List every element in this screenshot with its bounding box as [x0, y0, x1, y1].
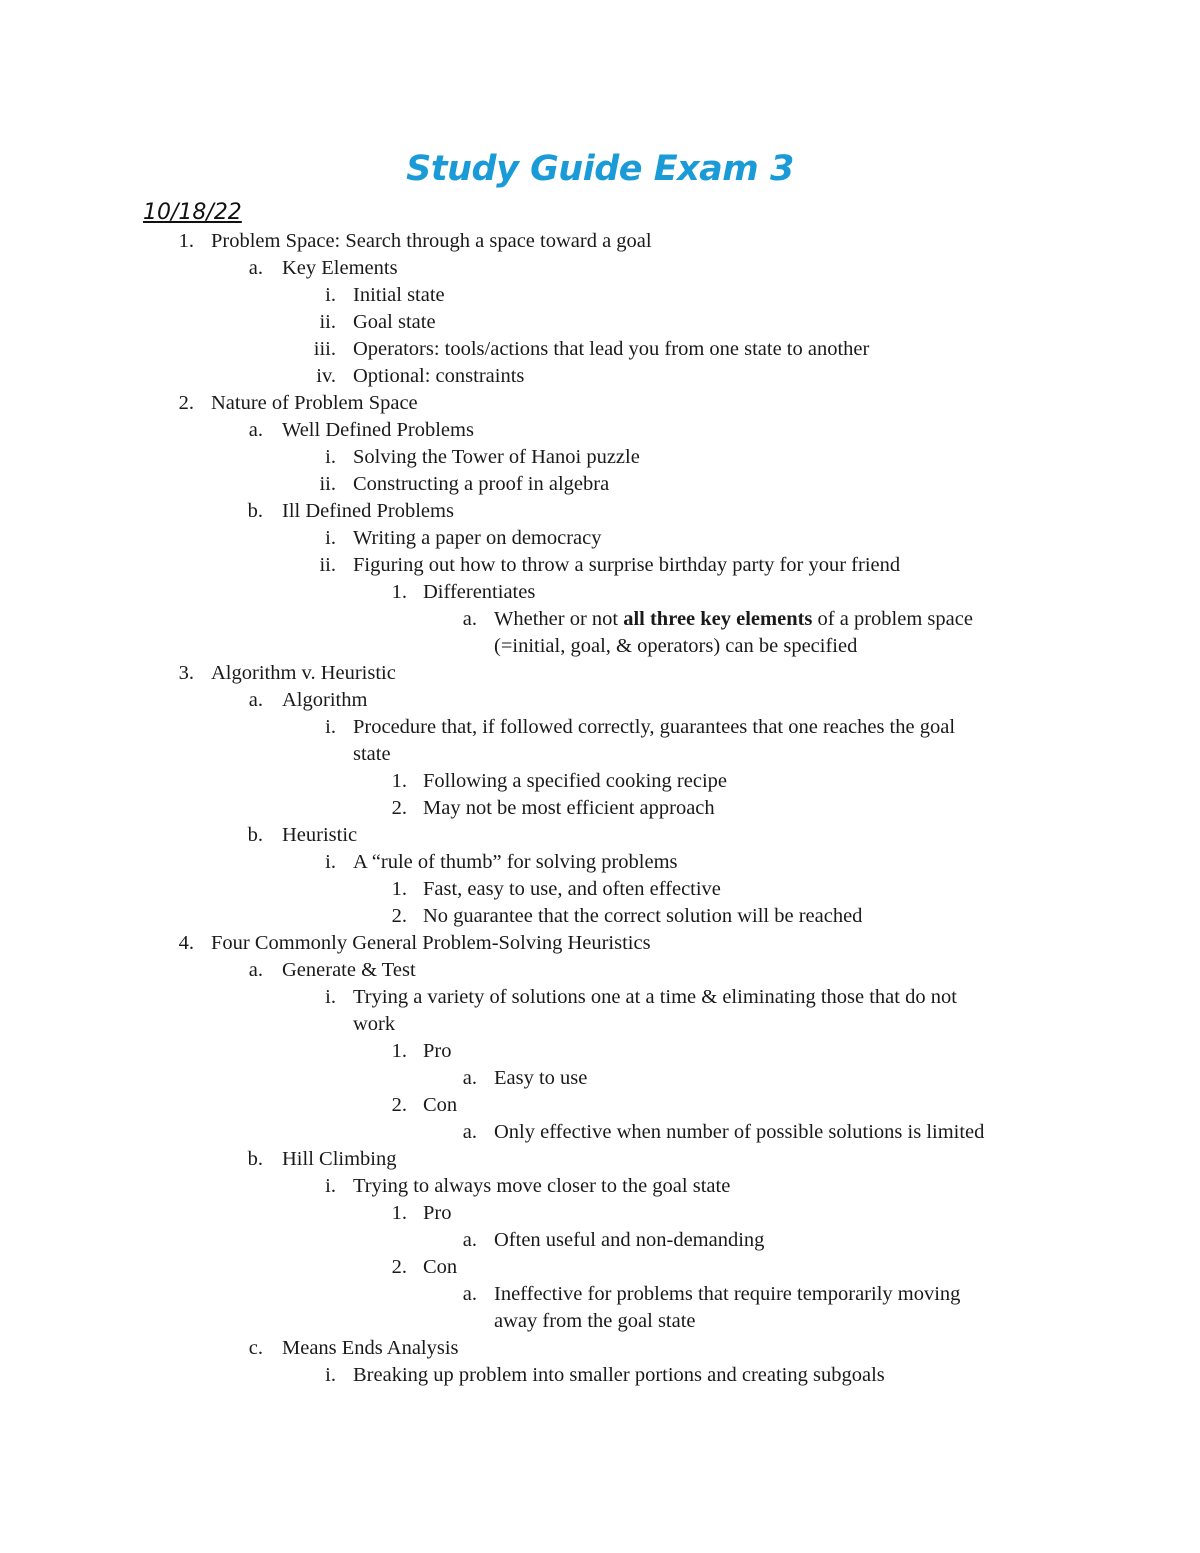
item-text: work [353, 1013, 396, 1035]
item-text: Algorithm v. Heuristic [211, 662, 396, 684]
list-marker: a. [462, 1283, 477, 1305]
item-text: away from the goal state [494, 1310, 696, 1332]
outline-item [0, 1092, 1200, 1119]
list-marker: 1. [391, 1040, 407, 1062]
item-text: Hill Climbing [282, 1148, 397, 1170]
list-marker: i. [325, 986, 336, 1008]
item-text: Breaking up problem into smaller portions and creating subgoals [353, 1364, 885, 1386]
outline-item [0, 1362, 1200, 1389]
item-text: Solving the Tower of Hanoi puzzle [353, 446, 640, 468]
item-text: Initial state [353, 284, 445, 306]
item-text: Generate & Test [282, 959, 416, 981]
item-text: Operators: tools/actions that lead you from one state to another [353, 338, 870, 360]
outline-item [0, 687, 1200, 714]
list-marker: 2. [391, 905, 407, 927]
outline-item [0, 498, 1200, 525]
item-text: Optional: constraints [353, 365, 525, 387]
list-marker: iv. [316, 365, 336, 387]
outline-item [0, 1200, 1200, 1227]
list-marker: ii. [319, 554, 336, 576]
list-marker: 2. [178, 392, 194, 414]
item-text: Problem Space: Search through a space toward a goal [211, 230, 652, 252]
item-text: Trying a variety of solutions one at a time & eliminating those that do not [353, 986, 957, 1008]
outline-item [0, 282, 1200, 309]
item-text: Well Defined Problems [282, 419, 474, 441]
item-text: Con [423, 1256, 458, 1278]
outline-item [0, 1119, 1200, 1146]
list-marker: i. [325, 851, 336, 873]
outline-item [0, 1038, 1200, 1065]
outline-item [0, 1281, 1200, 1308]
list-marker: i. [325, 446, 336, 468]
item-text: Algorithm [282, 689, 368, 711]
item-text: Nature of Problem Space [211, 392, 418, 414]
item-text-post: of a problem space [812, 608, 973, 630]
list-marker: b. [247, 1148, 263, 1170]
list-marker: a. [462, 1121, 477, 1143]
list-marker: b. [247, 500, 263, 522]
item-text: state [353, 743, 391, 765]
outline-item [0, 903, 1200, 930]
item-text: Ineffective for problems that require temporarily moving [494, 1283, 961, 1305]
list-marker: a. [248, 257, 263, 279]
outline-item [0, 822, 1200, 849]
item-text-pre: Whether or not [494, 608, 624, 630]
list-marker: 1. [391, 770, 407, 792]
item-text: Figuring out how to throw a surprise birthday party for your friend [353, 554, 901, 576]
list-marker: a. [462, 1067, 477, 1089]
item-text: May not be most efficient approach [423, 797, 715, 819]
item-text: Ill Defined Problems [282, 500, 454, 522]
outline-item [0, 714, 1200, 741]
outline-item [0, 1011, 1200, 1038]
outline-item [0, 1308, 1200, 1335]
item-text: Fast, easy to use, and often effective [423, 878, 721, 900]
outline-item [0, 390, 1200, 417]
list-marker: i. [325, 1175, 336, 1197]
outline-item [0, 255, 1200, 282]
item-text: A “rule of thumb” for solving problems [353, 851, 678, 873]
outline-item [0, 930, 1200, 957]
item-text: Goal state [353, 311, 436, 333]
outline-item [0, 1173, 1200, 1200]
item-text: Con [423, 1094, 458, 1116]
list-marker: b. [247, 824, 263, 846]
item-text: Following a specified cooking recipe [423, 770, 727, 792]
list-marker: i. [325, 716, 336, 738]
item-text [494, 606, 973, 633]
outline-item [0, 525, 1200, 552]
item-text: Differentiates [423, 581, 536, 603]
item-text: Easy to use [494, 1067, 588, 1089]
page-title: Study Guide Exam 3 [406, 149, 794, 189]
outline-item [0, 795, 1200, 822]
outline-item [0, 957, 1200, 984]
outline-item [0, 1065, 1200, 1092]
list-marker: iii. [313, 338, 336, 360]
list-marker: 2. [391, 1256, 407, 1278]
list-marker: 2. [391, 797, 407, 819]
list-marker: i. [325, 1364, 336, 1386]
outline-item [0, 741, 1200, 768]
list-marker: 3. [178, 662, 194, 684]
item-text-emphasis: all three key elements [623, 608, 813, 630]
outline-item [0, 579, 1200, 606]
item-text: Four Commonly General Problem-Solving Heuristics [211, 932, 651, 954]
item-text: Writing a paper on democracy [353, 527, 602, 549]
outline-item [0, 309, 1200, 336]
list-marker: a. [462, 1229, 477, 1251]
item-text: Pro [423, 1040, 452, 1062]
item-text: Only effective when number of possible solutions is limited [494, 1121, 985, 1143]
outline-item [0, 876, 1200, 903]
outline-item [0, 849, 1200, 876]
list-marker: i. [325, 284, 336, 306]
outline-item [0, 417, 1200, 444]
item-text: Means Ends Analysis [282, 1337, 459, 1359]
list-marker: c. [248, 1337, 263, 1359]
list-marker: 4. [178, 932, 194, 954]
list-marker: a. [462, 608, 477, 630]
outline-item [0, 660, 1200, 687]
item-text: Pro [423, 1202, 452, 1224]
outline-item [0, 768, 1200, 795]
list-marker: a. [248, 419, 263, 441]
outline-item [0, 336, 1200, 363]
list-marker: 1. [391, 581, 407, 603]
list-marker: 2. [391, 1094, 407, 1116]
item-text: Often useful and non-demanding [494, 1229, 765, 1251]
outline-item [0, 552, 1200, 579]
list-marker: 1. [391, 1202, 407, 1224]
item-text: Trying to always move closer to the goal state [353, 1175, 731, 1197]
outline-item [0, 1227, 1200, 1254]
outline-item [0, 1335, 1200, 1362]
item-text: No guarantee that the correct solution will be reached [423, 905, 863, 927]
list-marker: a. [248, 959, 263, 981]
outline-item [0, 1254, 1200, 1281]
outline-item [0, 1146, 1200, 1173]
list-marker: ii. [319, 311, 336, 333]
item-text: Heuristic [282, 824, 358, 846]
outline-item [0, 363, 1200, 390]
list-marker: ii. [319, 473, 336, 495]
item-text: Constructing a proof in algebra [353, 473, 610, 495]
list-marker: i. [325, 527, 336, 549]
item-text: Key Elements [282, 257, 398, 279]
outline-item [0, 606, 1200, 633]
date-heading: 10/18/22 [143, 200, 242, 225]
outline-item [0, 228, 1200, 255]
list-marker: a. [248, 689, 263, 711]
outline-item [0, 633, 1200, 660]
list-marker: 1. [178, 230, 194, 252]
outline-item [0, 444, 1200, 471]
item-text: (=initial, goal, & operators) can be specified [494, 635, 858, 657]
outline-item [0, 984, 1200, 1011]
item-text: Procedure that, if followed correctly, guarantees that one reaches the goal [353, 716, 956, 738]
outline-list [0, 228, 1200, 1389]
outline-item [0, 471, 1200, 498]
list-marker: 1. [391, 878, 407, 900]
